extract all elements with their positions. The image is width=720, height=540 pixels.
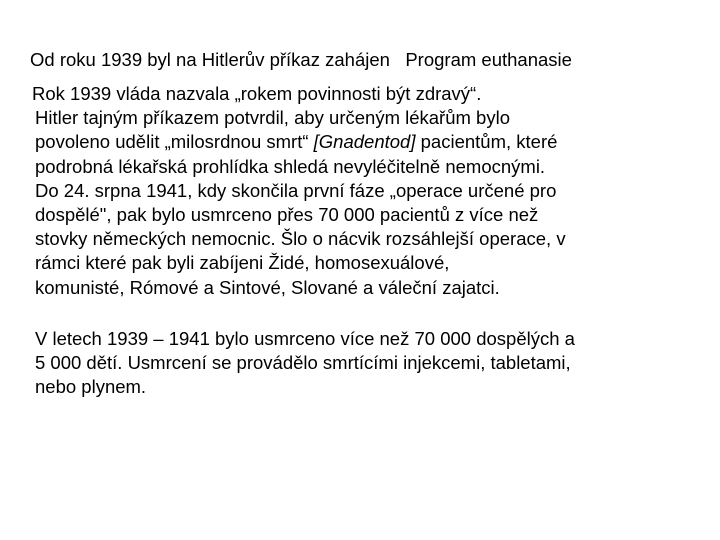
paragraph-2-line-1: V letech 1939 – 1941 bylo usmrceno více než 70 000 dospělých a (35, 328, 575, 349)
paragraph-1 (32, 82, 566, 300)
paragraph-1-line-2: Hitler tajným příkazem potvrdil, aby určeným lékařům bylo (35, 107, 510, 129)
paragraph-1-line-9: komunisté, Rómové a Sintové, Slované a váleční zajatci. (35, 276, 500, 298)
paragraph-2-line-3: nebo plynem. (35, 376, 147, 398)
paragraph-1-line-3-end: pacientům, které (415, 131, 558, 153)
title-part-1: Od roku 1939 byl na Hitlerův příkaz zahájen (30, 49, 390, 70)
paragraph-1-line-7: stovky německých nemocnic. Šlo o nácvik rozsáhlejší operace, v (35, 228, 566, 250)
paragraph-1-line-3 (32, 130, 566, 154)
paragraph-1-line-5: Do 24. srpna 1941, kdy skončila první fáze „operace určené pro (35, 179, 557, 201)
paragraph-1-line-1: Rok 1939 vláda nazvala „rokem povinnosti být zdravý“. (32, 83, 482, 104)
gnadentod-term: [Gnadentod] (313, 131, 416, 153)
paragraph-1-line-6: dospělé", pak bylo usmrceno přes 70 000 pacientů z více než (35, 204, 539, 226)
paragraph-1-line-8: rámci které pak byli zabíjeni Židé, homosexuálové, (35, 252, 450, 274)
title-part-2: Program euthanasie (405, 49, 572, 70)
slide-title (30, 49, 572, 71)
paragraph-1-line-4: podrobná lékařská prohlídka shledá nevyléčitelně nemocnými. (35, 155, 546, 177)
paragraph-2 (35, 327, 575, 400)
paragraph-1-line-3-start: povoleno udělit „milosrdnou smrt“ (35, 131, 314, 153)
paragraph-2-line-2: 5 000 dětí. Usmrcení se provádělo smrtícími injekcemi, tabletami, (35, 352, 571, 374)
